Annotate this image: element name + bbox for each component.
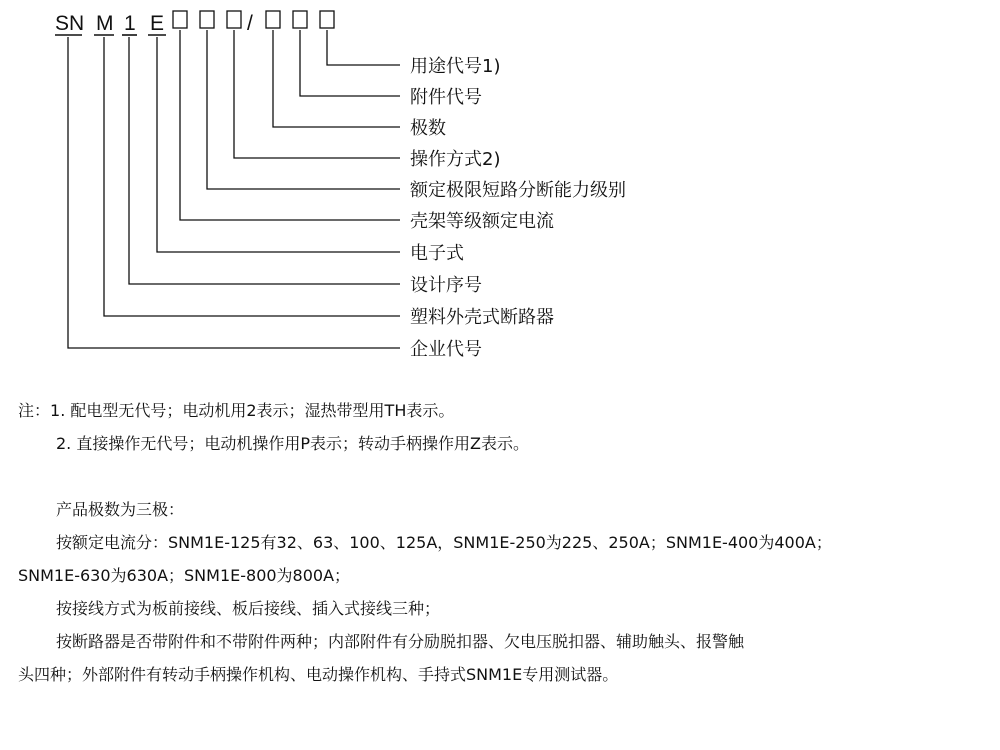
label-electronic: 电子式 — [410, 243, 464, 264]
code-letter-1: 1 — [124, 12, 136, 35]
code-box-1 — [173, 11, 187, 28]
label-poles: 极数 — [410, 118, 446, 139]
label-usage-code: 用途代号1) — [410, 56, 501, 77]
code-box-6 — [320, 11, 334, 28]
leader-design-serial — [129, 37, 400, 284]
code-box-5 — [293, 11, 307, 28]
leader-operation-mode — [234, 30, 400, 158]
spacer — [18, 460, 993, 493]
body-rated-current-2: SNM1E-630为630A；SNM1E-800为800A； — [18, 566, 351, 585]
body-poles: 产品极数为三极： — [56, 500, 185, 519]
note-2-text: 2. 直接操作无代号；电动机操作用P表示；转动手柄操作用Z表示。 — [56, 434, 529, 453]
leader-breaking-capacity — [207, 30, 400, 189]
notes-section — [18, 394, 993, 691]
leader-frame-current — [180, 30, 400, 220]
body-rated-current-1: 按额定电流分：SNM1E-125有32、63、100、125A，SNM1E-250为225、250A；SNM1E-400为400A； — [56, 533, 832, 552]
note-1-text: 1. 配电型无代号；电动机用2表示；湿热带型用TH表示。 — [50, 401, 455, 420]
leader-usage-code — [327, 30, 400, 65]
note-1 — [18, 394, 993, 427]
body-wiring: 按接线方式为板前接线、板后接线、插入式接线三种； — [56, 599, 441, 618]
code-letter-e: E — [150, 12, 165, 35]
leader-accessory-code — [300, 30, 400, 96]
label-operation-mode: 操作方式2) — [410, 149, 501, 170]
label-design-serial: 设计序号 — [410, 275, 482, 296]
body-accessories-2: 头四种；外部附件有转动手柄操作机构、电动操作机构、手持式SNM1E专用测试器。 — [18, 665, 619, 684]
note-prefix: 注： — [18, 401, 51, 420]
body-accessories-1: 按断路器是否带附件和不带附件两种；内部附件有分励脱扣器、欠电压脱扣器、辅助触头、报警触 — [56, 632, 745, 651]
code-box-3 — [227, 11, 241, 28]
label-breaking-capacity: 额定极限短路分断能力级别 — [410, 180, 626, 201]
code-box-4 — [266, 11, 280, 28]
code-letter-m: M — [96, 12, 114, 35]
note-2 — [18, 427, 993, 460]
code-slash: / — [247, 12, 253, 35]
leader-poles — [273, 30, 400, 127]
code-box-2 — [200, 11, 214, 28]
label-accessory-code: 附件代号 — [410, 87, 482, 108]
label-frame-current: 壳架等级额定电流 — [410, 211, 554, 232]
label-company-code: 企业代号 — [410, 339, 482, 360]
code-letter-sn: SN — [55, 12, 85, 35]
leader-mccb — [104, 37, 400, 316]
label-mccb: 塑料外壳式断路器 — [410, 307, 554, 328]
